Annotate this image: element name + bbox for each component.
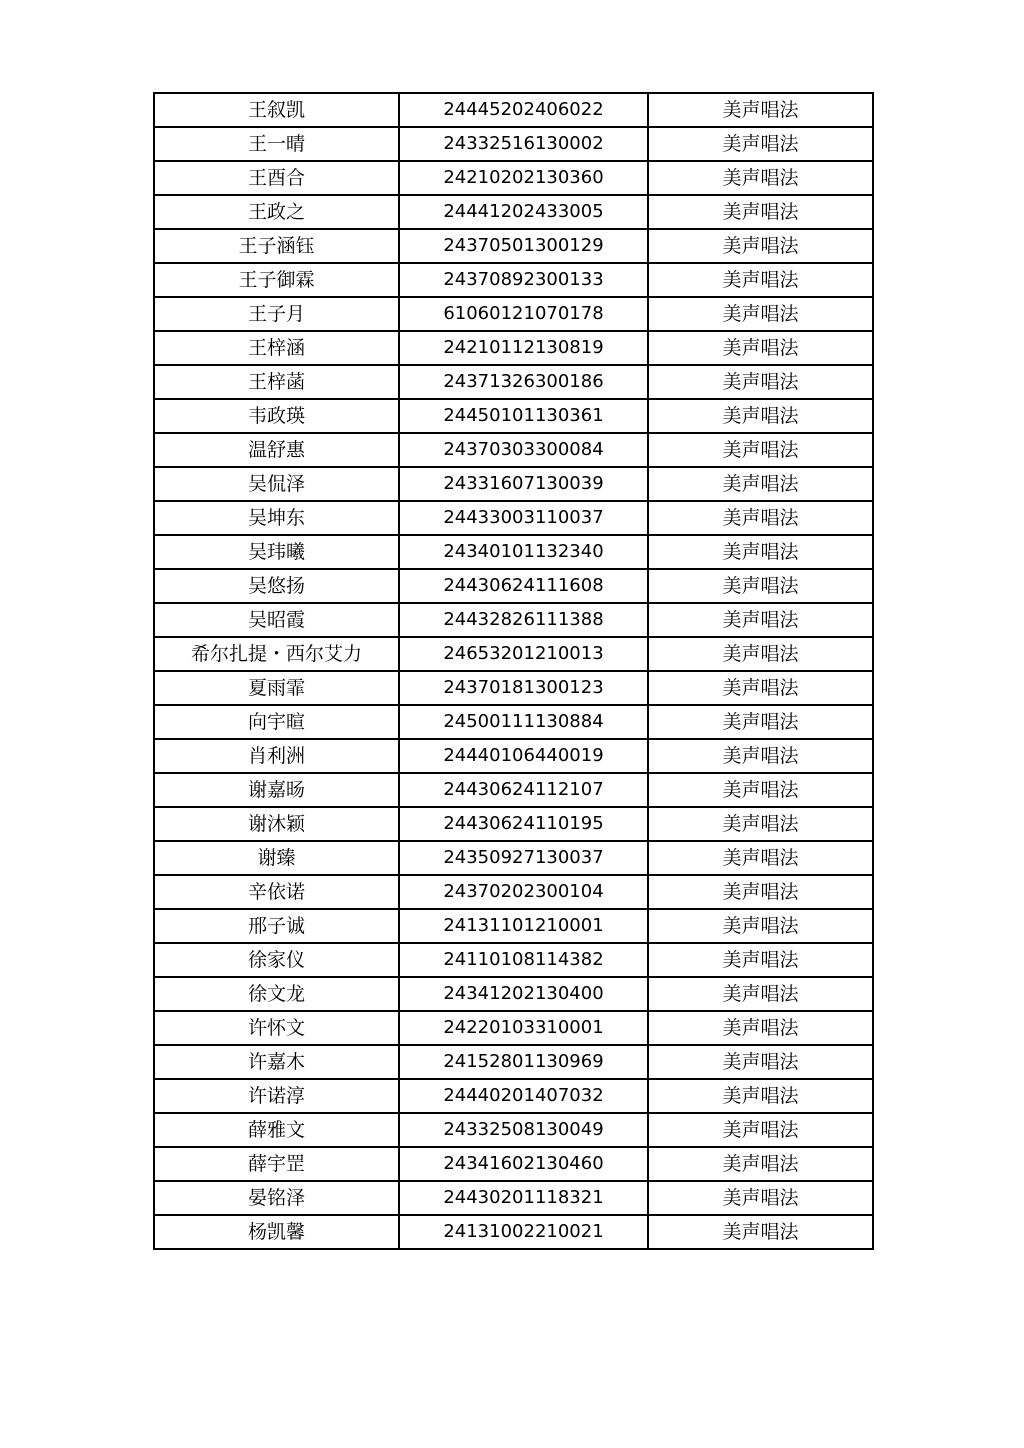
- table-row: [154, 263, 873, 297]
- major-cell: 美声唱法: [648, 1079, 873, 1113]
- exam-id-cell: 24370892300133: [399, 263, 648, 297]
- major-cell: 美声唱法: [648, 365, 873, 399]
- name-cell: 吴玮曦: [154, 535, 399, 569]
- name-cell: 谢沐颖: [154, 807, 399, 841]
- name-cell: 许怀文: [154, 1011, 399, 1045]
- table-row: [154, 1147, 873, 1181]
- table-row: [154, 127, 873, 161]
- exam-id-cell: 24430624112107: [399, 773, 648, 807]
- table-row: [154, 501, 873, 535]
- table-row: [154, 161, 873, 195]
- table-row: [154, 841, 873, 875]
- exam-id-cell: 24441202433005: [399, 195, 648, 229]
- exam-id-cell: 24131101210001: [399, 909, 648, 943]
- exam-id-cell: 24450101130361: [399, 399, 648, 433]
- major-cell: 美声唱法: [648, 943, 873, 977]
- exam-id-cell: 24350927130037: [399, 841, 648, 875]
- major-cell: 美声唱法: [648, 195, 873, 229]
- major-cell: 美声唱法: [648, 331, 873, 365]
- name-cell: 徐文龙: [154, 977, 399, 1011]
- exam-id-cell: 24220103310001: [399, 1011, 648, 1045]
- exam-id-cell: 24131002210021: [399, 1215, 648, 1249]
- table-row: [154, 1215, 873, 1249]
- major-cell: 美声唱法: [648, 1011, 873, 1045]
- name-cell: 辛依诺: [154, 875, 399, 909]
- table-row: [154, 365, 873, 399]
- table-row: [154, 977, 873, 1011]
- name-cell: 薛宇罡: [154, 1147, 399, 1181]
- name-cell: 许诺淳: [154, 1079, 399, 1113]
- major-cell: 美声唱法: [648, 1181, 873, 1215]
- name-cell: 王政之: [154, 195, 399, 229]
- major-cell: 美声唱法: [648, 569, 873, 603]
- name-cell: 夏雨霏: [154, 671, 399, 705]
- major-cell: 美声唱法: [648, 263, 873, 297]
- name-cell: 吴悠扬: [154, 569, 399, 603]
- table-row: [154, 705, 873, 739]
- exam-id-cell: 24370181300123: [399, 671, 648, 705]
- major-cell: 美声唱法: [648, 161, 873, 195]
- name-cell: 肖利洲: [154, 739, 399, 773]
- name-cell: 王一晴: [154, 127, 399, 161]
- name-cell: 邢子诚: [154, 909, 399, 943]
- table-row: [154, 1011, 873, 1045]
- exam-id-cell: 24433003110037: [399, 501, 648, 535]
- table-row: [154, 603, 873, 637]
- table-row: [154, 297, 873, 331]
- exam-id-cell: 24430624110195: [399, 807, 648, 841]
- table-row: [154, 467, 873, 501]
- table-row: [154, 93, 873, 127]
- name-cell: 向宇暄: [154, 705, 399, 739]
- exam-id-cell: 24210112130819: [399, 331, 648, 365]
- major-cell: 美声唱法: [648, 637, 873, 671]
- name-cell: 王梓菡: [154, 365, 399, 399]
- major-cell: 美声唱法: [648, 297, 873, 331]
- name-cell: 王子涵钰: [154, 229, 399, 263]
- major-cell: 美声唱法: [648, 739, 873, 773]
- table-row: [154, 1045, 873, 1079]
- name-cell: 谢臻: [154, 841, 399, 875]
- major-cell: 美声唱法: [648, 841, 873, 875]
- exam-id-cell: 24500111130884: [399, 705, 648, 739]
- major-cell: 美声唱法: [648, 1045, 873, 1079]
- major-cell: 美声唱法: [648, 671, 873, 705]
- exam-id-cell: 24432826111388: [399, 603, 648, 637]
- major-cell: 美声唱法: [648, 1113, 873, 1147]
- table-row: [154, 1113, 873, 1147]
- name-cell: 王酉合: [154, 161, 399, 195]
- exam-id-cell: 24210202130360: [399, 161, 648, 195]
- exam-id-cell: 24430624111608: [399, 569, 648, 603]
- name-cell: 杨凯馨: [154, 1215, 399, 1249]
- major-cell: 美声唱法: [648, 229, 873, 263]
- table-row: [154, 637, 873, 671]
- exam-id-cell: 24340101132340: [399, 535, 648, 569]
- table-row: [154, 943, 873, 977]
- exam-id-cell: 24445202406022: [399, 93, 648, 127]
- major-cell: 美声唱法: [648, 433, 873, 467]
- exam-id-cell: 24332516130002: [399, 127, 648, 161]
- table-row: [154, 1079, 873, 1113]
- table-row: [154, 195, 873, 229]
- table-row: [154, 875, 873, 909]
- exam-id-cell: 24371326300186: [399, 365, 648, 399]
- table-row: [154, 1181, 873, 1215]
- name-cell: 吴昭霞: [154, 603, 399, 637]
- major-cell: 美声唱法: [648, 875, 873, 909]
- major-cell: 美声唱法: [648, 127, 873, 161]
- name-cell: 王梓涵: [154, 331, 399, 365]
- name-cell: 吴侃泽: [154, 467, 399, 501]
- name-cell: 王叙凯: [154, 93, 399, 127]
- exam-id-cell: 24332508130049: [399, 1113, 648, 1147]
- major-cell: 美声唱法: [648, 909, 873, 943]
- name-cell: 韦政瑛: [154, 399, 399, 433]
- major-cell: 美声唱法: [648, 603, 873, 637]
- major-cell: 美声唱法: [648, 501, 873, 535]
- major-cell: 美声唱法: [648, 977, 873, 1011]
- exam-id-cell: 24370303300084: [399, 433, 648, 467]
- name-cell: 谢嘉旸: [154, 773, 399, 807]
- exam-id-cell: 24152801130969: [399, 1045, 648, 1079]
- table-row: [154, 331, 873, 365]
- table-row: [154, 433, 873, 467]
- major-cell: 美声唱法: [648, 467, 873, 501]
- major-cell: 美声唱法: [648, 1215, 873, 1249]
- name-cell: 徐家仪: [154, 943, 399, 977]
- table-row: [154, 739, 873, 773]
- table-row: [154, 773, 873, 807]
- exam-id-cell: 24370501300129: [399, 229, 648, 263]
- table-row: [154, 535, 873, 569]
- name-cell: 王子月: [154, 297, 399, 331]
- exam-id-cell: 24370202300104: [399, 875, 648, 909]
- table-row: [154, 909, 873, 943]
- table-row: [154, 671, 873, 705]
- table-row: [154, 399, 873, 433]
- major-cell: 美声唱法: [648, 773, 873, 807]
- exam-id-cell: 24331607130039: [399, 467, 648, 501]
- major-cell: 美声唱法: [648, 1147, 873, 1181]
- name-cell: 晏铭泽: [154, 1181, 399, 1215]
- major-cell: 美声唱法: [648, 93, 873, 127]
- exam-id-cell: 24341202130400: [399, 977, 648, 1011]
- name-cell: 吴坤东: [154, 501, 399, 535]
- table-row: [154, 229, 873, 263]
- exam-id-cell: 24440201407032: [399, 1079, 648, 1113]
- major-cell: 美声唱法: [648, 807, 873, 841]
- exam-id-cell: 24440106440019: [399, 739, 648, 773]
- exam-id-cell: 24430201118321: [399, 1181, 648, 1215]
- table-row: [154, 807, 873, 841]
- major-cell: 美声唱法: [648, 705, 873, 739]
- candidate-table-body: [154, 93, 873, 1249]
- major-cell: 美声唱法: [648, 399, 873, 433]
- exam-id-cell: 24341602130460: [399, 1147, 648, 1181]
- exam-id-cell: 61060121070178: [399, 297, 648, 331]
- exam-id-cell: 24653201210013: [399, 637, 648, 671]
- major-cell: 美声唱法: [648, 535, 873, 569]
- name-cell: 王子御霖: [154, 263, 399, 297]
- name-cell: 许嘉木: [154, 1045, 399, 1079]
- name-cell: 温舒惠: [154, 433, 399, 467]
- exam-id-cell: 24110108114382: [399, 943, 648, 977]
- candidate-table: [153, 92, 874, 1250]
- name-cell: 希尔扎提・西尔艾力: [154, 637, 399, 671]
- name-cell: 薛雅文: [154, 1113, 399, 1147]
- table-row: [154, 569, 873, 603]
